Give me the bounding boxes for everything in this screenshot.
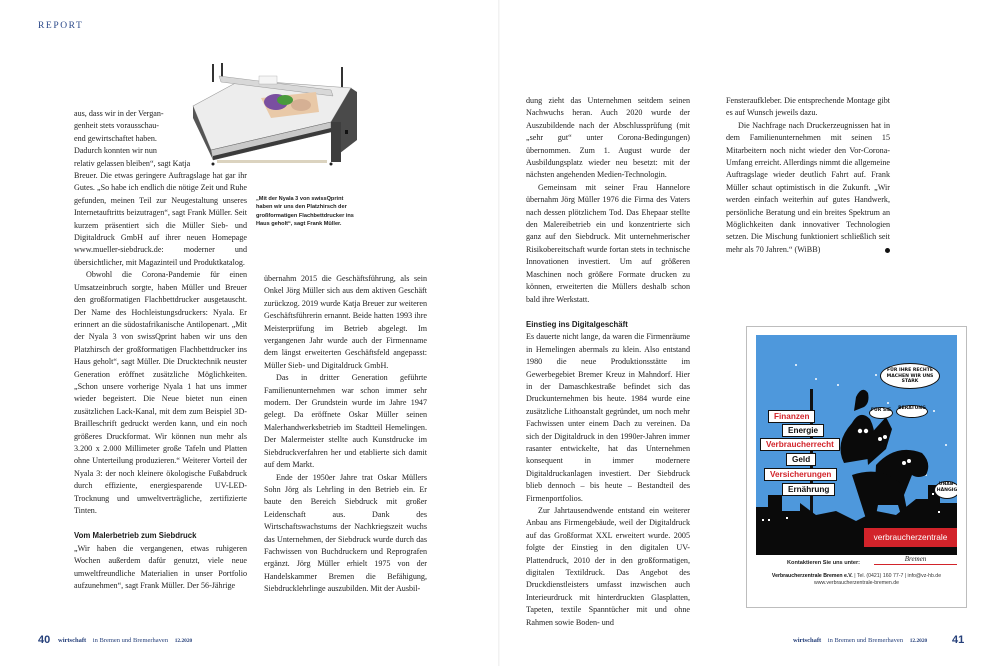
sign-geld: Geld <box>786 453 816 466</box>
paragraph: Zur Jahrtausendwende entstand ein weiterer Anbau ans Firmengebäude, weil der Digitaldruck auf das Großformat XXL erweitert wurde. 2005 folgte der Einstieg in den digitalen UV-Plattendruck, 2010 der in den großformatigen, digitalen Textildruck. Das Angebot des Druckdienstleisters umfasst inzwischen auch Interieurdruck mit hinterdruckten Glasplatten, Tapeten, textile Spanntücher mit und ohne Rahmen sowie Boden- und <box>526 506 690 627</box>
magazine-subtitle: in Bremen und Bremerhaven <box>827 637 904 644</box>
article-column-1 <box>74 108 247 592</box>
article-column-2 <box>264 273 427 596</box>
closing-paragraph-text: Die Nachfrage nach Druckerzeugnissen hat in dem Familienunternehmen mit seinen 15 Mitarbeitern noch nicht wieder den Vor-Corona-Umfang erreicht. Allerdings nimmt die allgemeine Auftragslage wieder deutlich Fahrt auf. Frank Müller schaut optimistisch in die Zukunft. „Wir werden einfach weiterhin auf gutes Handwerk, persönliche Beratung und ein breites Spektrum an Möglichkeiten dank innovativer Technologien setzen. Die Mischung funktioniert schließlich seit mehr als 70 Jahren.“ (WiBB) <box>726 120 890 254</box>
subheading: Vom Malerbetrieb zum Siebdruck <box>74 531 197 541</box>
end-of-article-mark <box>885 248 890 253</box>
issue-date: 12.2020 <box>174 638 193 644</box>
contact-title: Kontaktieren Sie uns unter: <box>787 560 861 566</box>
contact-details: | Tel. (0421) 160 77-7 | info@vz-hb.de <box>854 573 942 579</box>
column1-mid-line: relativ gelassen bleiben“, sagt Katja <box>74 158 191 168</box>
article-column-4 <box>726 95 890 256</box>
ad-illustration <box>756 335 957 555</box>
page-footer-right <box>793 637 927 644</box>
contact-info <box>747 573 966 587</box>
page-number: 40 <box>38 634 51 646</box>
magazine-subtitle: in Bremen und Bremerhaven <box>92 637 169 644</box>
column1-narrow-line: end gewirtschaftet haben. <box>74 133 157 143</box>
section-label: REPORT <box>38 21 84 31</box>
speech-bubble-fuer-sie: FÜR SIE <box>869 407 893 419</box>
image-caption: „Mit der Nyala 3 von swissQprint haben wir uns den Platzhirsch der großformatigen Flachbettdrucker ins Haus geholt“, sagt Frank Müller. <box>256 196 354 227</box>
advertisement-verbraucherzentrale[interactable] <box>746 326 967 608</box>
logo-city: Bremen <box>874 555 957 565</box>
column1-narrow-line: Dadurch konnten wir nun <box>74 146 157 156</box>
issue-date: 12.2020 <box>909 638 928 644</box>
paragraph: Gemeinsam mit seiner Frau Hannelore übernahm Jörg Müller 1976 die Firma des Vaters nach dessen plötzlichem Tod. Das Ehepaar stellte den Malereibetrieb ein und konzentrierte sich ganz auf den Siebdruck. Mit unternehmerischer Risikobereitschaft wurde fortan stets in technische Innovationen investiert. Um auf größeren Maschinen noch größere Formate drucken zu können, erweiterten die Müllers deshalb schon bald ihre Werkstatt. <box>526 182 690 304</box>
paragraph: Das in dritter Generation geführte Familienunternehmen war schon immer sehr modern. Der Grundstein wurde im Jahre 1947 gelegt. Da eröffnete Oskar Müller seinen Malerhandwerksbetrieb im Stadtteil Hemelingen. Der Malermeister stellte auch Kunstdrucke im Siebdruckverfahren her und etablierte sich damit auf dem Markt. <box>264 373 427 470</box>
moon-icon <box>820 347 852 380</box>
subheading: Einstieg ins Digitalgeschäft <box>526 319 628 329</box>
speech-bubble-beratung: BERATUNG <box>896 405 928 418</box>
paragraph: Breuer. Die etwas geringere Auftragslage hat gar ihr Gutes. „So habe ich endlich die nötige Zeit und Ruhe gefunden, meinen Teil zur Neugestaltung unseres Internetauftritts beizutragen“, sagt Frank Müller. Seit kurzem präsentiert sich die Müller Sieb- und Digitaldruck GmbH auf ihrer neuen Homepage www.mueller-siebdruck.de: moderner und übersichtlicher, mit Magazinteil und Produktkatalog. <box>74 171 247 267</box>
magazine-name: wirtschaft <box>793 637 822 644</box>
paragraph <box>726 120 890 256</box>
column1-narrow-line: genheit stets vorausschau- <box>74 121 159 131</box>
magazine-name: wirtschaft <box>58 637 87 644</box>
column1-narrow-line: aus, dass wir in der Vergan- <box>74 109 164 118</box>
page-footer <box>58 637 192 644</box>
sign-finanzen: Finanzen <box>768 410 815 423</box>
page-number-right: 41 <box>952 634 965 646</box>
verbraucherzentrale-logo: verbraucherzentrale <box>864 528 957 547</box>
paragraph: „Wir haben die vergangenen, etwas ruhigeren Wochen außerdem dafür genutzt, viele neue umweltfreundliche Materialien in unser Portfolio aufzunehmen“, sagt Frank Müller. Der 56-Jährige <box>74 543 247 591</box>
article-column-3 <box>526 95 690 629</box>
sign-verbraucherrecht: Verbraucherrecht <box>760 438 840 451</box>
left-page <box>0 0 499 666</box>
paragraph: Es dauerte nicht lange, da waren die Firmenräume in Hemelingen abermals zu klein. Also entstand 1980 die neue Produktionsstätte im Gewerbegebiet Bremer Kreuz in Mahndorf. Hier in der Damaschkestraße befindet sich das Druckunternehmen bis heute. 1984 wurde eine zusätzliche Lithoanstalt gegründet, um noch mehr Fachwissen unter einem Dach zu vereinen. Da sich der Digitaldruck in den 1990er-Jahren immer rasanter entwickelte, hat das Unternehmen konsequent in immer modernere Digitaldruckanlagen investiert. Der Siebdruck blieb dennoch – bis heute – Bestandteil des Firmenportfolios. <box>526 332 690 503</box>
speech-bubble-unabhaengig: UNAB-HÄNGIG <box>934 481 957 499</box>
paragraph: übernahm 2015 die Geschäftsführung, als sein Onkel Jörg Müller sich aus dem aktiven Geschäft zurückzog. 2019 wurde Katja Breuer zur weiteren Geschäftsführerin ernannt. Beide hatten 1993 ihre Meisterprüfung im Betrieb abgelegt. Im vergangenen Jahr wurde auch der Firmenname dem längst erweiterten Geschäftsfeld angepasst: Müller Sieb- und Digitaldruck GmbH. <box>264 274 427 370</box>
contact-website[interactable]: www.verbraucherzentrale-bremen.de <box>813 580 900 586</box>
sign-versicherungen: Versicherungen <box>764 468 837 481</box>
paragraph: Ende der 1950er Jahre trat Oskar Müllers Sohn Jörg als Lehrling in den Betrieb ein. Er baute den Bereich Siebdruck mit großer Leidenschaft aus. Dank des Wirtschaftswachstums der Nachkriegszeit wuchs das Unternehmen, der Siebdruck wurde durch das Fachwissen von Buchdruckern und Reprografen ergänzt. Jörg Müller erhielt 1975 von der Handelskammer Bremen die Befähigung, Siebdrucklehrlinge auszubilden. Mit der Ausbil- <box>264 472 427 594</box>
paragraph: Fensteraufkleber. Die entsprechende Montage gibt es auf Wunsch jeweils dazu. <box>726 96 890 118</box>
sign-ernaehrung: Ernährung <box>782 483 835 496</box>
paragraph: dung zieht das Unternehmen seitdem seinen Nachwuchs heran. Auch 2020 wurde der Auszubildende nach der Abschlussprüfung (mit „sehr gut“ unter Corona-Bedingungen) übernommen. Zum 1. August wurde der Ausbildungsplatz wieder neu besetzt: mit der nächsten angehenden Medien-Technologin. <box>526 96 690 180</box>
contact-organization: Verbraucherzentrale Bremen e.V. <box>771 573 853 579</box>
sign-energie: Energie <box>782 424 824 437</box>
speech-bubble-main: FÜR IHRE RECHTE MACHEN WIR UNS STARK <box>880 363 940 389</box>
paragraph: Obwohl die Corona-Pandemie für einen Umsatzeinbruch sorgte, haben Müller und Breuer den großformatigen Flachbettdrucker ausgetauscht. Der Name des Hochleistungsdruckers: Nyala. Er erinnert an die südostafrikanische Antilopenart. „Mit der Nyala 3 von swissQprint haben wir uns den Platzhirsch der großformatigen Flachbettdrucker ins Haus geholt“, sagt Müller. Die Drucktechnik neuster Generation eröffnet zusätzliche Möglichkeiten. „Schon unsere vorherige Nyala 1 hat uns immer wieder begeistert. Die Neue bietet nun einen zusätzlichen Lack-Kanal, mit dem zum Beispiel 3D-Brailleschrift gedruckt werden kann, und ein noch größeres Druckformat. Wir können nun mehr als 3.200 x 2.000 Millimeter große Tafeln und Platten ohne Unterteilung produzieren.“ Weiterer Vorteil der Nyala 3: der noch kleinere ökologische Fußabdruck durch effiziente, energiesparende UV-LED-Trocknung und umweltverträgliche, zertifizierte Tinten. <box>74 270 247 515</box>
